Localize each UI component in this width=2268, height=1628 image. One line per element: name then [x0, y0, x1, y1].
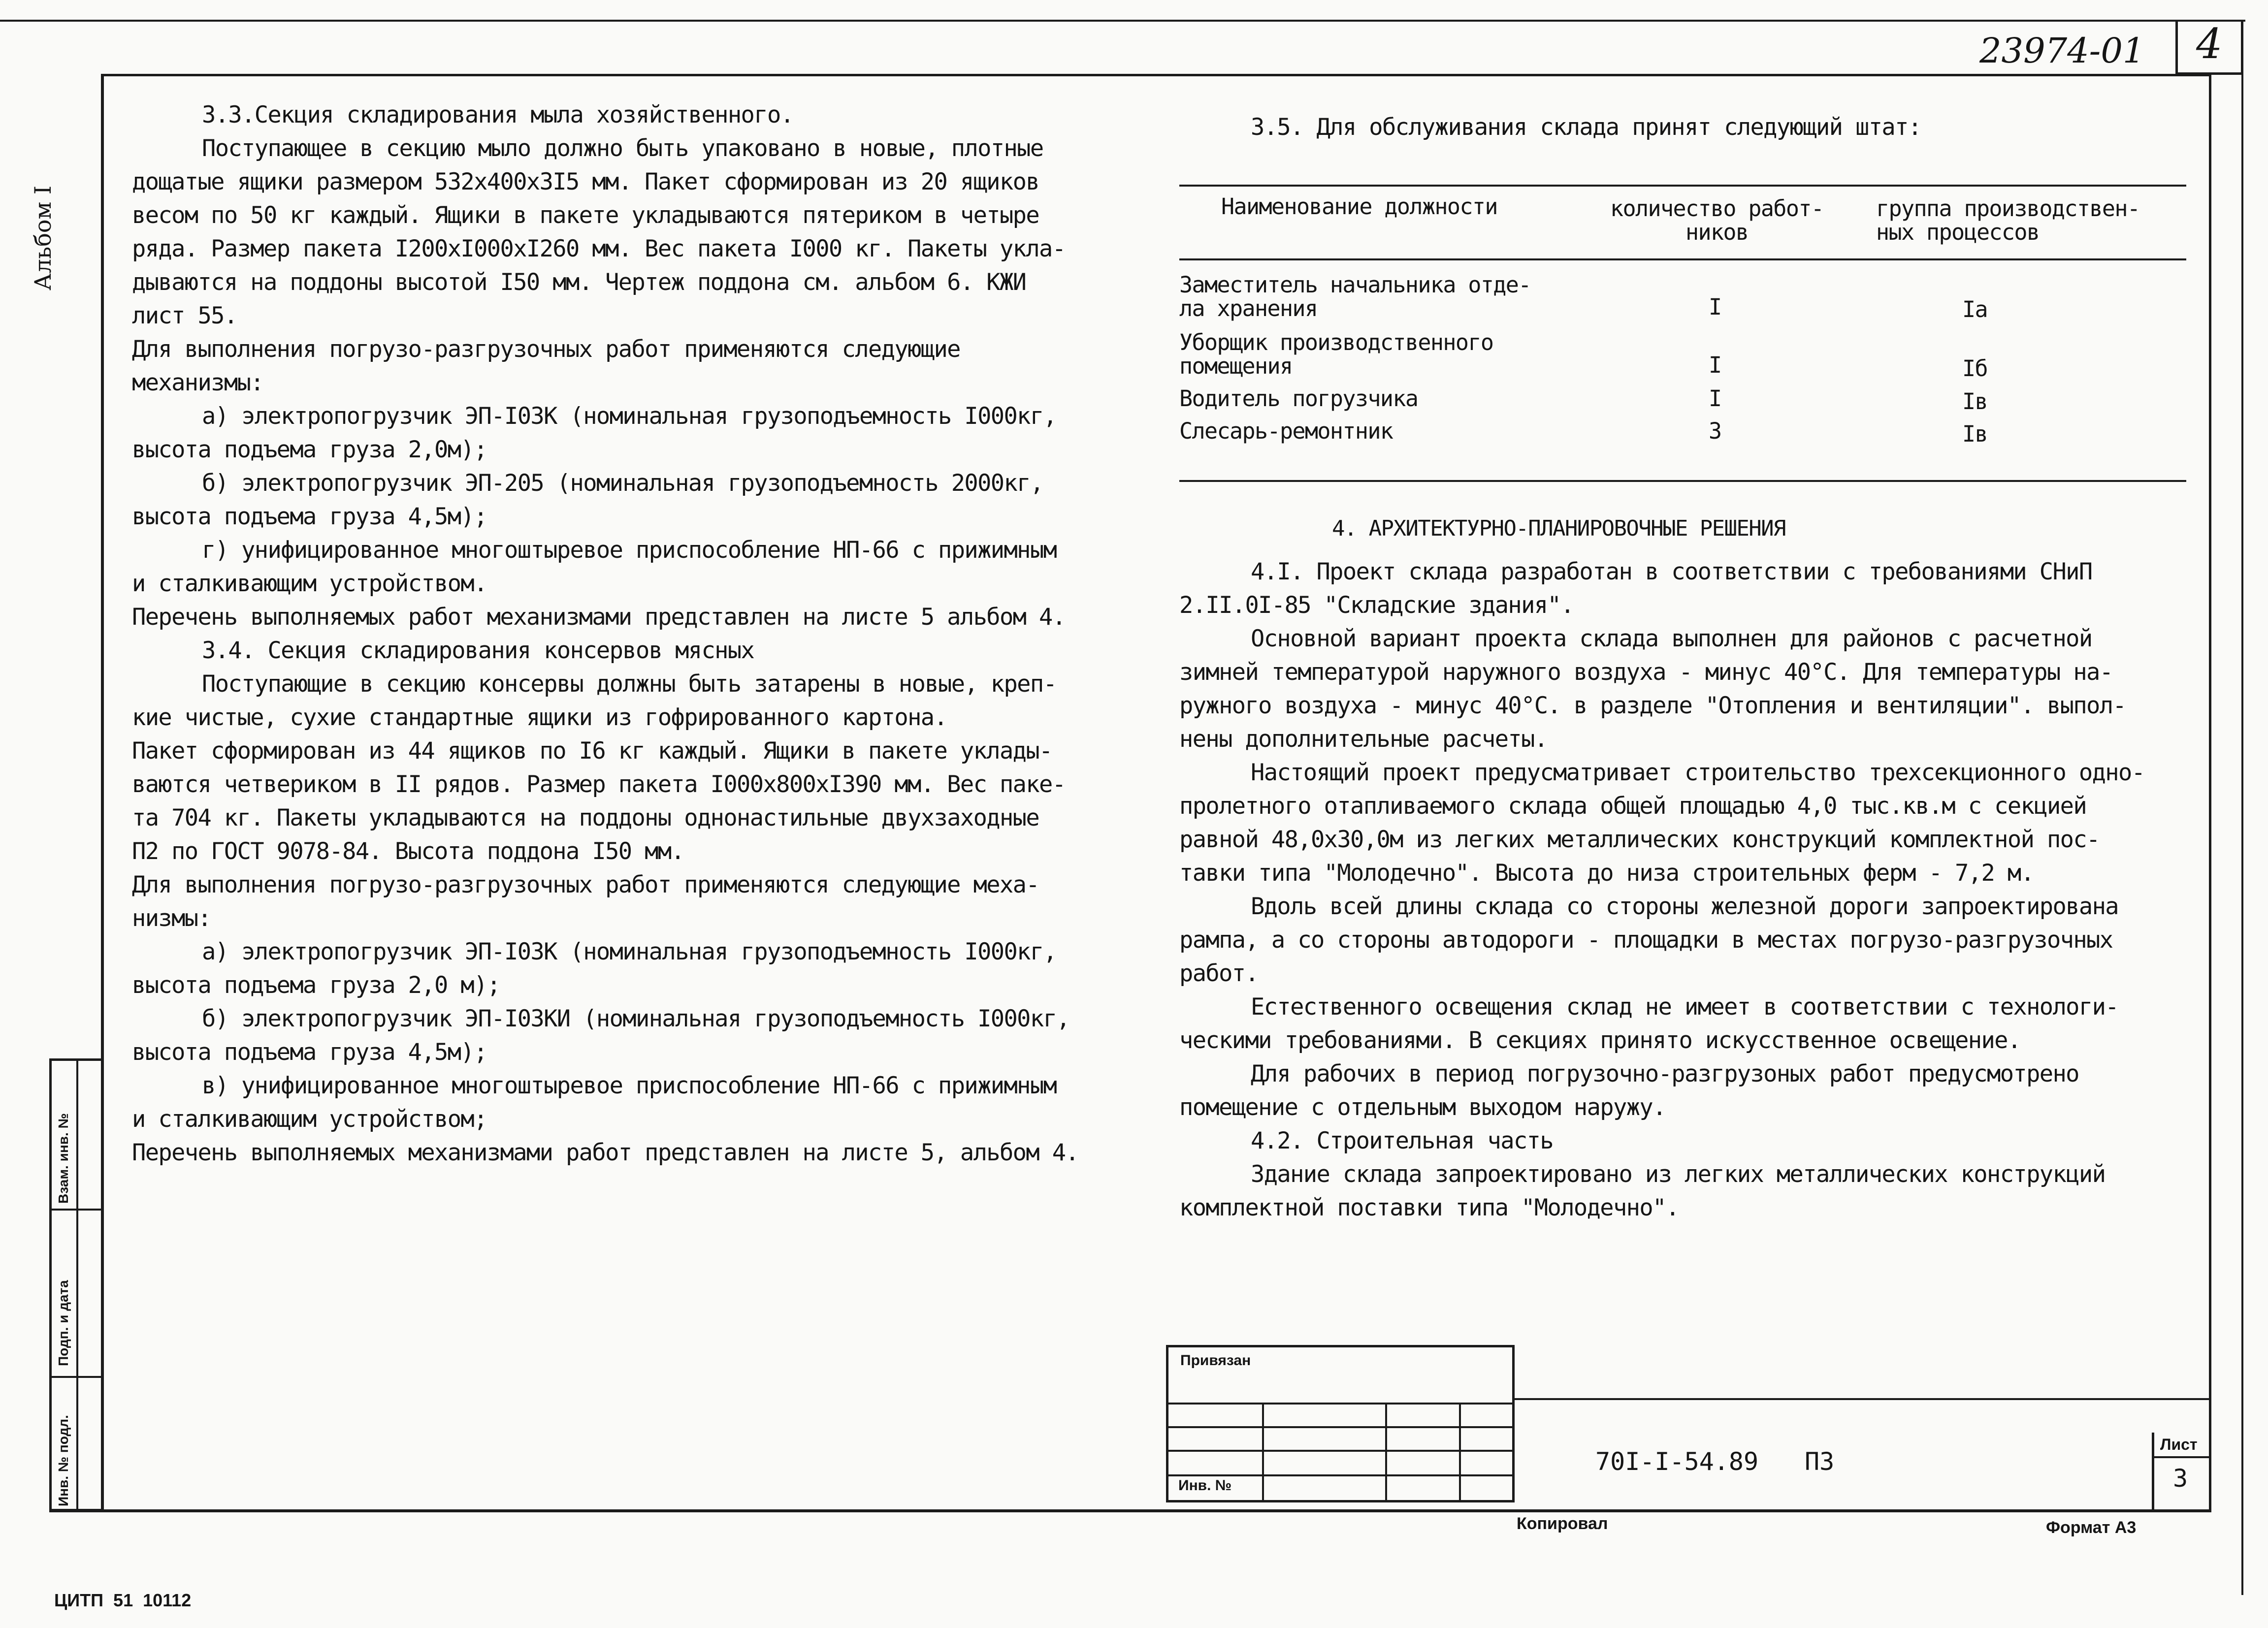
- table-header-count: количество работ- ников: [1610, 195, 1824, 245]
- format-label: Формат А3: [2046, 1518, 2137, 1537]
- s4-line: тавки типа "Молодечно". Высота до низа строительных ферм - 7,2 м.: [1179, 860, 2034, 887]
- s4-line: 4.2. Строительная часть: [1251, 1127, 1554, 1154]
- s34-title: 3.4. Секция складирования консервов мясных: [202, 637, 754, 664]
- s33-line: механизмы:: [132, 369, 263, 396]
- s33-title: 3.3.Секция складирования мыла хозяйственного.: [202, 101, 794, 128]
- album-side-label: Альбом I: [30, 185, 56, 290]
- list-label: Лист: [2160, 1436, 2198, 1453]
- table-row-group: Iа: [1962, 296, 1987, 322]
- s33-line: Перечень выполняемых работ механизмами представлен на листе 5 альбом 4.: [132, 604, 1066, 631]
- s4-line: ческими требованиями. В секциях принято искусственное освещение.: [1179, 1027, 2021, 1054]
- s4-line: пролетного отапливаемого склада общей площадью 4,0 тыс.кв.м с секцией: [1179, 793, 2087, 820]
- s34-line: Перечень выполняемых механизмами работ представлен на листе 5, альбом 4.: [132, 1139, 1079, 1166]
- s33-line: а) электропогрузчик ЭП-I03К (номинальная грузоподъемность I000кг,: [202, 403, 1057, 430]
- table-bottom-rule: [1179, 480, 2186, 482]
- s4-line: Вдоль всей длины склада со стороны железной дороги запроектирована: [1251, 893, 2118, 920]
- kopiroval-label: Копировал: [1517, 1514, 1608, 1533]
- s34-line: ваются четвериком в II рядов. Размер пакета I000х800хI390 мм. Вес паке-: [132, 771, 1066, 798]
- table-row-name: Уборщик производственного помещения: [1179, 329, 1493, 379]
- table-row-count: I: [1709, 352, 1721, 378]
- s34-line: П2 по ГОСТ 9078-84. Высота поддона I50 мм.: [132, 838, 684, 865]
- s4-line: Основной вариант проекта склада выполнен для районов с расчетной: [1251, 625, 2092, 652]
- inner-frame-right: [2209, 74, 2211, 1511]
- s33-line: весом по 50 кг каждый. Ящики в пакете укладываются пятериком в четыре: [132, 202, 1039, 229]
- table-header-group: группа производствен- ных процессов: [1876, 195, 2140, 245]
- inv-no-label: Инв. №: [1178, 1477, 1232, 1494]
- s33-line: ряда. Размер пакета I200хI000хI260 мм. Вес пакета I000 кг. Пакеты укла-: [132, 235, 1066, 262]
- s34-line: высота подъема груза 2,0 м);: [132, 972, 500, 999]
- right-outer-line: [2241, 20, 2243, 1595]
- s4-line: комплектной поставки типа "Молодечно".: [1179, 1194, 1679, 1221]
- citp-label: ЦИТП 51 10112: [54, 1590, 192, 1610]
- doc-number: 23974-01: [1979, 31, 2145, 71]
- doc-code: 70I-I-54.89: [1595, 1447, 1759, 1476]
- s4-line: помещение с отдельным выходом наружу.: [1179, 1094, 1666, 1121]
- table-header-position: Наименование должности: [1221, 193, 1497, 220]
- s33-line: Поступающее в секцию мыло должно быть упаковано в новые, плотные: [202, 135, 1043, 162]
- list-box: [2152, 1433, 2209, 1511]
- s34-line: в) унифицированное многоштыревое приспособление НП-66 с прижимным: [202, 1072, 1057, 1099]
- s4-line: работ.: [1179, 960, 1259, 987]
- title-block-top-rule: [1515, 1398, 2211, 1400]
- s34-line: Для выполнения погрузо-разгрузочных работ применяются следующие меха-: [132, 871, 1039, 898]
- table-row-group: Iб: [1962, 355, 1987, 382]
- s4-line: Здание склада запроектировано из легких металлических конструкций: [1251, 1161, 2106, 1188]
- s4-line: Настоящий проект предусматривает строительство трехсекционного одно-: [1251, 759, 2145, 786]
- table-top-rule: [1179, 185, 2186, 187]
- s34-line: кие чистые, сухие стандартные ящики из гофрированного картона.: [132, 704, 947, 731]
- table-row-group: Iв: [1962, 388, 1987, 415]
- privyazan-label: Привязан: [1180, 1352, 1251, 1369]
- s33-line: лист 55.: [132, 302, 237, 329]
- table-row-count: 3: [1709, 418, 1721, 444]
- vzam-inv-label: Взам. инв. №: [56, 1113, 71, 1204]
- s4-line: зимней температурой наружного воздуха - минус 40°С. Для температуры на-: [1179, 659, 2113, 686]
- side-stamp: [49, 1058, 103, 1511]
- s33-line: дощатые ящики размером 532х400х3I5 мм. Пакет сформирован из 20 ящиков: [132, 168, 1039, 195]
- inv-podl-label: Инв. № подл.: [56, 1415, 71, 1506]
- table-row-count: I: [1709, 294, 1721, 320]
- s34-line: высота подъема груза 4,5м);: [132, 1039, 487, 1066]
- s33-line: и сталкивающим устройством.: [132, 570, 487, 597]
- s4-title: 4. АРХИТЕКТУРНО-ПЛАНИРОВОЧНЫЕ РЕШЕНИЯ: [1332, 516, 1785, 541]
- s34-line: низмы:: [132, 905, 211, 932]
- s33-line: высота подъема груза 2,0м);: [132, 436, 487, 463]
- s33-line: высота подъема груза 4,5м);: [132, 503, 487, 530]
- s34-line: б) электропогрузчик ЭП-I03КИ (номинальная грузоподъемность I000кг,: [202, 1005, 1069, 1032]
- table-row-name: Водитель погрузчика: [1179, 385, 1418, 412]
- s33-line: дываются на поддоны высотой I50 мм. Чертеж поддона см. альбом 6. КЖИ: [132, 269, 1026, 296]
- top-border-line: [0, 20, 2245, 22]
- list-value: 3: [2173, 1464, 2188, 1493]
- table-row-name: Слесарь-ремонтник: [1179, 418, 1393, 444]
- inner-frame-bottom: [49, 1509, 2211, 1512]
- s33-line: г) унифицированное многоштыревое приспособление НП-66 с прижимным: [202, 537, 1057, 564]
- sheet-corner-number: 4: [2196, 20, 2223, 68]
- s4-line: рампа, а со стороны автодороги - площадки в местах погрузо-разгрузочных: [1179, 926, 2113, 954]
- s4-line: нены дополнительные расчеты.: [1179, 726, 1548, 753]
- s34-line: та 704 кг. Пакеты укладываются на поддоны однонастильные двухзаходные: [132, 804, 1039, 831]
- privyazan-box: [1166, 1345, 1515, 1502]
- s34-line: и сталкивающим устройством;: [132, 1106, 487, 1133]
- table-row-group: Iв: [1962, 421, 1987, 447]
- s4-line: 2.II.0I-85 "Складские здания".: [1179, 592, 1574, 619]
- s35-title: 3.5. Для обслуживания склада принят следующий штат:: [1251, 114, 1921, 141]
- doc-type: ПЗ: [1805, 1447, 1835, 1476]
- s4-line: Для рабочих в период погрузочно-разгрузоных работ предусмотрено: [1251, 1060, 2079, 1087]
- s4-line: 4.I. Проект склада разработан в соответствии с требованиями СНиП: [1251, 558, 2092, 585]
- s34-line: Пакет сформирован из 44 ящиков по I6 кг каждый. Ящики в пакете уклады-: [132, 737, 1052, 765]
- table-header-rule: [1179, 258, 2186, 260]
- inner-frame-top: [101, 74, 2211, 76]
- s33-line: Для выполнения погрузо-разгрузочных работ применяются следующие: [132, 336, 960, 363]
- table-row-count: I: [1709, 385, 1721, 412]
- s34-line: а) электропогрузчик ЭП-I03К (номинальная грузоподъемность I000кг,: [202, 938, 1057, 965]
- s4-line: ружного воздуха - минус 40°С. в разделе "Отопления и вентиляции". выпол-: [1179, 692, 2126, 719]
- s34-line: Поступающие в секцию консервы должны быть затарены в новые, креп-: [202, 670, 1057, 698]
- s33-line: б) электропогрузчик ЭП-205 (номинальная грузоподъемность 2000кг,: [202, 470, 1043, 497]
- podp-data-label: Подп. и дата: [56, 1280, 71, 1366]
- table-row-name: Заместитель начальника отде- ла хранения: [1179, 272, 1531, 321]
- s4-line: Естественного освещения склад не имеет в соответствии с технологи-: [1251, 993, 2118, 1021]
- s4-line: равной 48,0х30,0м из легких металлических конструкций комплектной пос-: [1179, 826, 2100, 853]
